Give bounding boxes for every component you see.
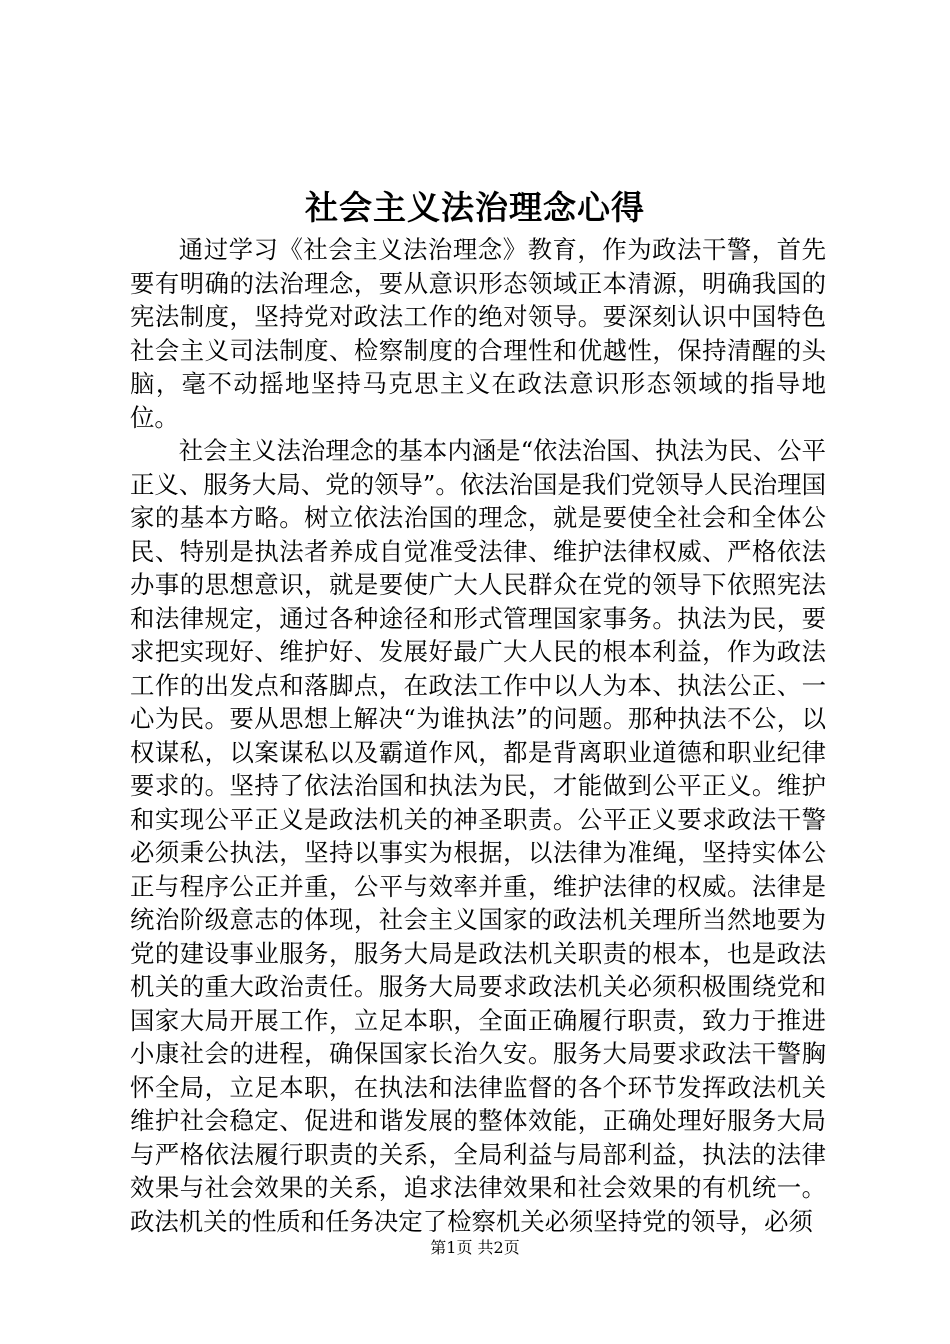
document-title: 社会主义法治理念心得 — [305, 188, 645, 227]
paragraph: 通过学习《社会主义法治理念》教育，作为政法干警，首先要有明确的法治理念，要从意识形态领域正本清源，明确我国的宪法制度，坚持党对政法工作的绝对领导。要深刻认识中国特色社会主义司法制度、检察制度的合理性和优越性，保持清醒的头脑，毫不动摇地坚持马克思主义在政法意识形态领域的指导地位。 — [130, 235, 826, 432]
page-number-footer: 第1页 共2页 — [430, 1238, 520, 1257]
paragraph: 社会主义法治理念的基本内涵是“依法治国、执法为民、公平正义、服务大局、党的领导”。依法治国是我们党领导人民治理国家的基本方略。树立依法治国的理念，就是要使全社会和全体公民、特别是执法者养成自觉准受法律、维护法律权威、严格依法办事的思想意识，就是要使广大人民群众在党的领导下依照宪法和法律规定，通过各种途径和形式管理国家事务。执法为民，要求把实现好、维护好、发展好最广大人民的根本利益，作为政法工作的出发点和落脚点，在政法工作中以人为本、执法公正、一心为民。要从思想上解决“为谁执法”的问题。那种执法不公，以权谋私，以案谋私以及霸道作风，都是背离职业道德和职业纪律要求的。坚持了依法治国和执法为民，才能做到公平正义。维护和实现公平正义是政法机关的神圣职责。公平正义要求政法干警必须秉公执法，坚持以事实为根据，以法律为准绳，坚持实体公正与程序公正并重，公平与效率并重，维护法律的权威。法律是统治阶级意志的体现，社会主义国家的政法机关理所当然地要为党的建设事业服务，服务大局是政法机关职责的根本，也是政法机关的重大政治责任。服务大局要求政法机关必须积极围绕党和国家大局开展工作，立足本职，全面正确履行职责，致力于推进小康社会的进程，确保国家长治久安。服务大局要求政法干警胸怀全局，立足本职，在执法和法律监督的各个环节发挥政法机关维护社会稳定、促进和谐发展的整体效能，正确处理好服务大局与严格依法履行职责的关系，全局利益与局部利益，执法的法律效果与社会效果的关系，追求法律效果和社会效果的有机统一。政法机关的性质和任务决定了检察机关必须坚持党的领导，必须 — [130, 436, 826, 1236]
document-body — [130, 233, 826, 1238]
